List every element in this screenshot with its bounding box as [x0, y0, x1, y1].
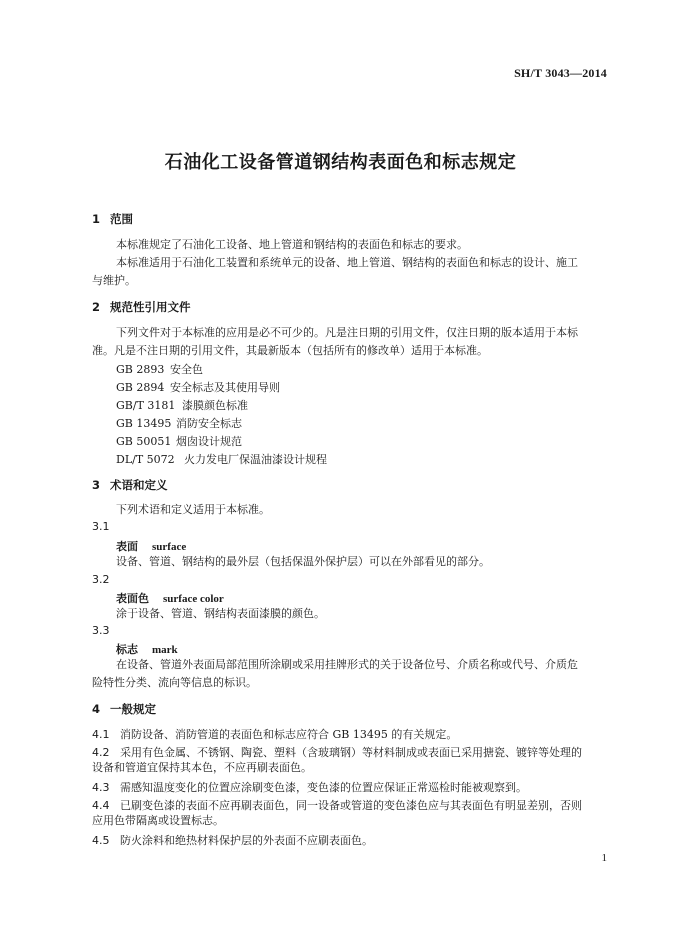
- section-1-paragraph: 与维护。: [92, 274, 136, 287]
- term-definition: 险特性分类、流向等信息的标识。: [92, 676, 257, 689]
- section-3-heading: 3 术语和定义: [92, 478, 168, 492]
- term-heading: 表面 surface: [116, 540, 187, 553]
- reference-item: GB 2893 安全色: [116, 363, 203, 376]
- term-number: 3.1: [92, 520, 110, 533]
- clause-4-4-continued: 应用色带隔离或设置标志。: [92, 814, 224, 827]
- section-4-heading: 4 一般规定: [92, 702, 156, 716]
- clause-4-5: 4.5 防火涂料和绝热材料保护层的外表面不应刷表面色。: [92, 834, 373, 847]
- term-number: 3.3: [92, 624, 110, 637]
- reference-item: GB 13495 消防安全标志: [116, 417, 242, 430]
- section-2-paragraph: 下列文件对于本标准的应用是必不可少的。凡是注日期的引用文件，仅注日期的版本适用于本标: [116, 326, 578, 339]
- term-heading: 标志 mark: [116, 643, 178, 656]
- clause-4-1: 4.1 消防设备、消防管道的表面色和标志应符合 GB 13495 的有关规定。: [92, 728, 458, 741]
- term-definition: 设备、管道、钢结构的最外层（包括保温外保护层）可以在外部看见的部分。: [116, 555, 490, 568]
- section-1-paragraph: 本标准适用于石油化工装置和系统单元的设备、地上管道、钢结构的表面色和标志的设计、施工: [116, 256, 578, 269]
- term-definition: 在设备、管道外表面局部范围所涂刷或采用挂牌形式的关于设备位号、介质名称或代号、介质危: [116, 658, 578, 671]
- section-2-heading: 2 规范性引用文件: [92, 300, 191, 314]
- section-3-intro: 下列术语和定义适用于本标准。: [116, 503, 270, 516]
- clause-4-3: 4.3 需感知温度变化的位置应涂刷变色漆，变色漆的位置应保证正常巡检时能被观察到。: [92, 781, 527, 794]
- standard-code: SH/T 3043—2014: [514, 66, 607, 80]
- term-heading: 表面色 surface color: [116, 592, 224, 605]
- page-number: 1: [601, 852, 607, 864]
- document-title: 石油化工设备管道钢结构表面色和标志规定: [164, 152, 517, 173]
- clause-4-2-continued: 设备和管道宜保持其本色，不应再刷表面色。: [92, 761, 312, 774]
- clause-4-4: 4.4 已刷变色漆的表面不应再刷表面色，同一设备或管道的变色漆色应与其表面色有明显差别，否则: [92, 799, 582, 812]
- section-1-heading: 1 范围: [92, 212, 133, 226]
- term-number: 3.2: [92, 573, 110, 586]
- term-definition: 涂于设备、管道、钢结构表面漆膜的颜色。: [116, 607, 325, 620]
- section-2-paragraph: 准。凡是不注日期的引用文件，其最新版本（包括所有的修改单）适用于本标准。: [92, 344, 488, 357]
- reference-item: DL/T 5072 火力发电厂保温油漆设计规程: [116, 453, 327, 466]
- reference-item: GB 2894 安全标志及其使用导则: [116, 381, 280, 394]
- reference-item: GB/T 3181 漆膜颜色标准: [116, 399, 248, 412]
- clause-4-2: 4.2 采用有色金属、不锈钢、陶瓷、塑料（含玻璃钢）等材料制成或表面已采用搪瓷、镀锌等处理的: [92, 746, 582, 759]
- reference-item: GB 50051 烟囱设计规范: [116, 435, 242, 448]
- section-1-paragraph: 本标准规定了石油化工设备、地上管道和钢结构的表面色和标志的要求。: [116, 238, 468, 251]
